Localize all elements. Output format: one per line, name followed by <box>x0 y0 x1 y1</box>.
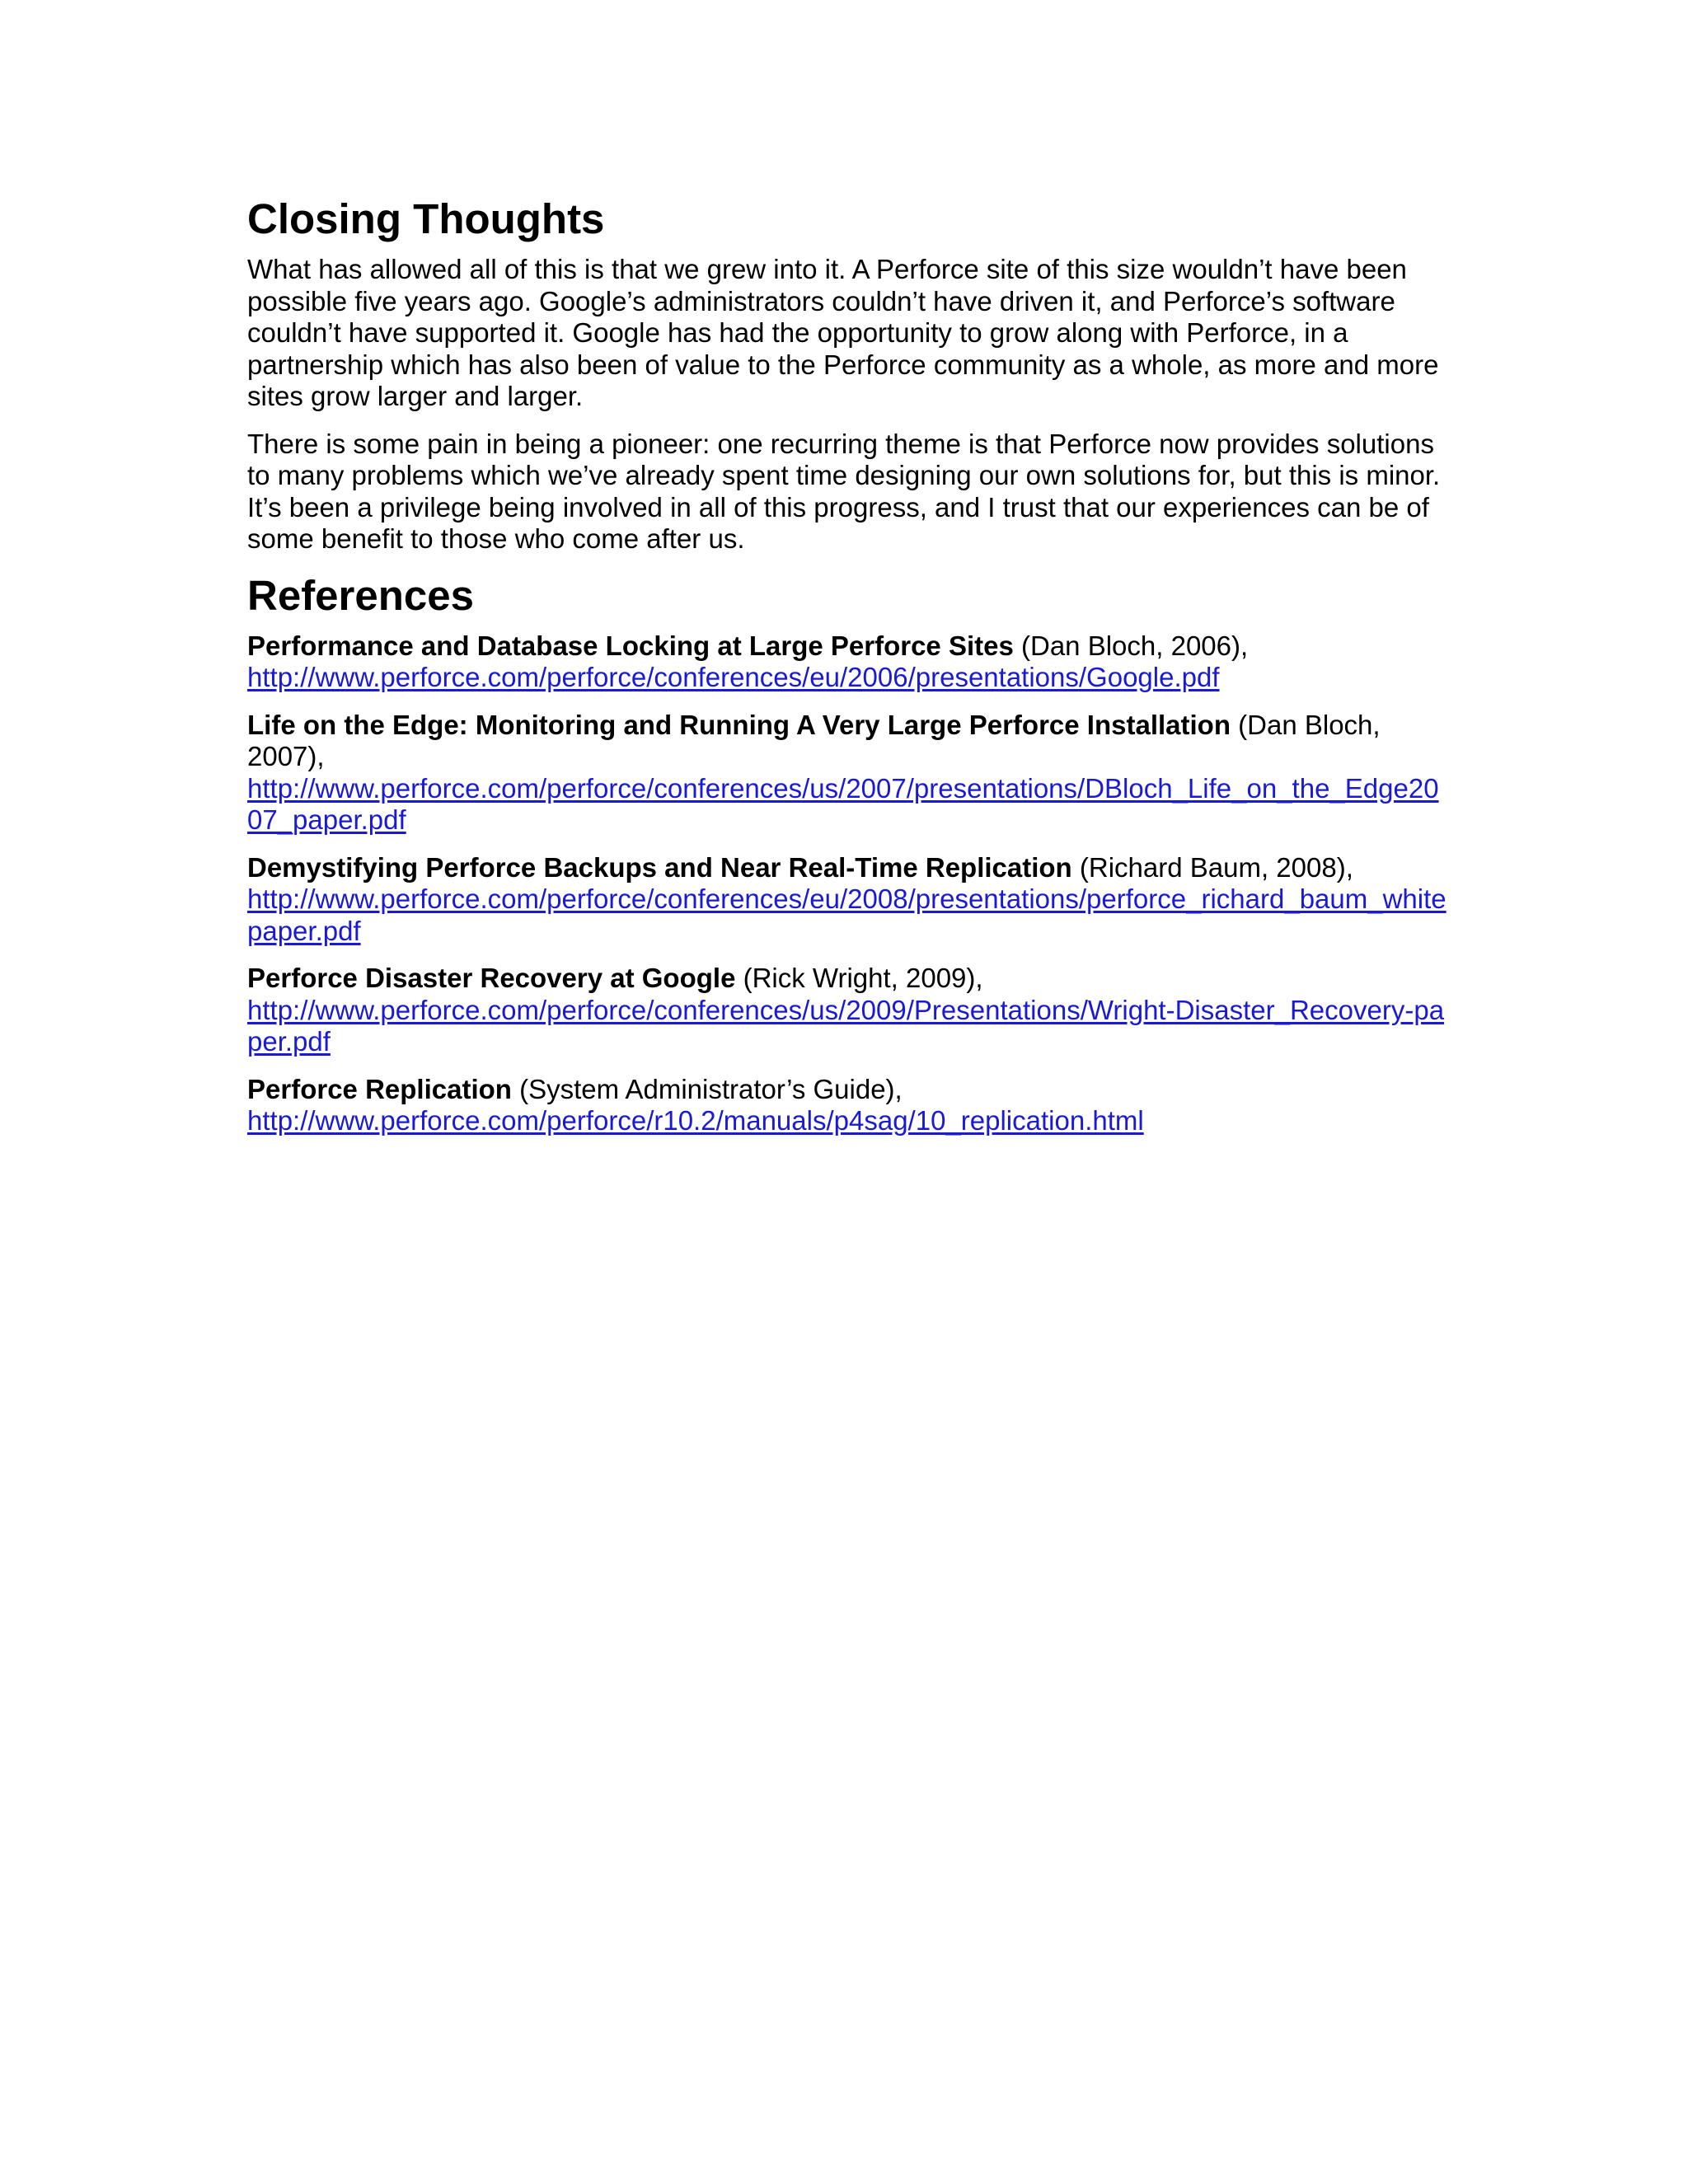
reference-link[interactable]: http://www.perforce.com/perforce/conferences/eu/2008/presentations/perforce_richard_baum_whitepaper.pdf <box>247 883 1447 946</box>
reference-item-3 <box>247 852 1451 948</box>
document-page <box>247 194 1451 1153</box>
reference-citation: (Richard Baum, 2008), <box>1071 851 1353 883</box>
closing-paragraph-2: There is some pain in being a pioneer: one recurring theme is that Perforce now provides solutions to many problems which we’ve already spent time designing our own solutions for, but this is minor. It’s been a privilege being involved in all of this progress, and I trust that our experiences can be of some benefit to those who come after us. <box>247 428 1441 554</box>
reference-item-1 <box>247 630 1451 694</box>
references-heading: References <box>247 571 474 619</box>
reference-item-5 <box>247 1074 1451 1137</box>
reference-link[interactable]: http://www.perforce.com/perforce/conferences/us/2009/Presentations/Wright-Disaster_Recovery-paper.pdf <box>247 994 1445 1057</box>
reference-citation: (Dan Bloch, 2007), <box>247 709 1381 771</box>
reference-title: Life on the Edge: Monitoring and Running A Very Large Perforce Installation <box>247 709 1231 740</box>
reference-citation: (Dan Bloch, 2006), <box>1013 630 1249 661</box>
reference-item-2 <box>247 710 1451 837</box>
reference-link[interactable]: http://www.perforce.com/perforce/conferences/us/2007/presentations/DBloch_Life_on_the_Edge2007_paper.pdf <box>247 772 1439 835</box>
reference-link[interactable]: http://www.perforce.com/perforce/conferences/eu/2006/presentations/Google.pdf <box>247 662 1220 692</box>
reference-title: Perforce Disaster Recovery at Google <box>247 963 736 993</box>
closing-thoughts-heading: Closing Thoughts <box>247 195 605 242</box>
reference-citation: (Rick Wright, 2009), <box>735 963 983 993</box>
reference-title: Perforce Replication <box>247 1073 512 1104</box>
reference-title: Performance and Database Locking at Large Perforce Sites <box>247 630 1014 661</box>
reference-title: Demystifying Perforce Backups and Near Real-Time Replication <box>247 851 1072 883</box>
reference-citation: (System Administrator’s Guide), <box>511 1073 903 1104</box>
reference-item-4 <box>247 963 1451 1058</box>
reference-link[interactable]: http://www.perforce.com/perforce/r10.2/manuals/p4sag/10_replication.html <box>247 1105 1144 1136</box>
closing-paragraph-1: What has allowed all of this is that we grew into it. A Perforce site of this size wouldn’t have been possible five years ago. Google’s administrators couldn’t have driven it, and Perforce’s software couldn’t have supported it. Google has had the opportunity to grow along with Perforce, in a partnership which has also been of value to the Perforce community as a whole, as more and more sites grow larger and larger. <box>247 254 1439 411</box>
